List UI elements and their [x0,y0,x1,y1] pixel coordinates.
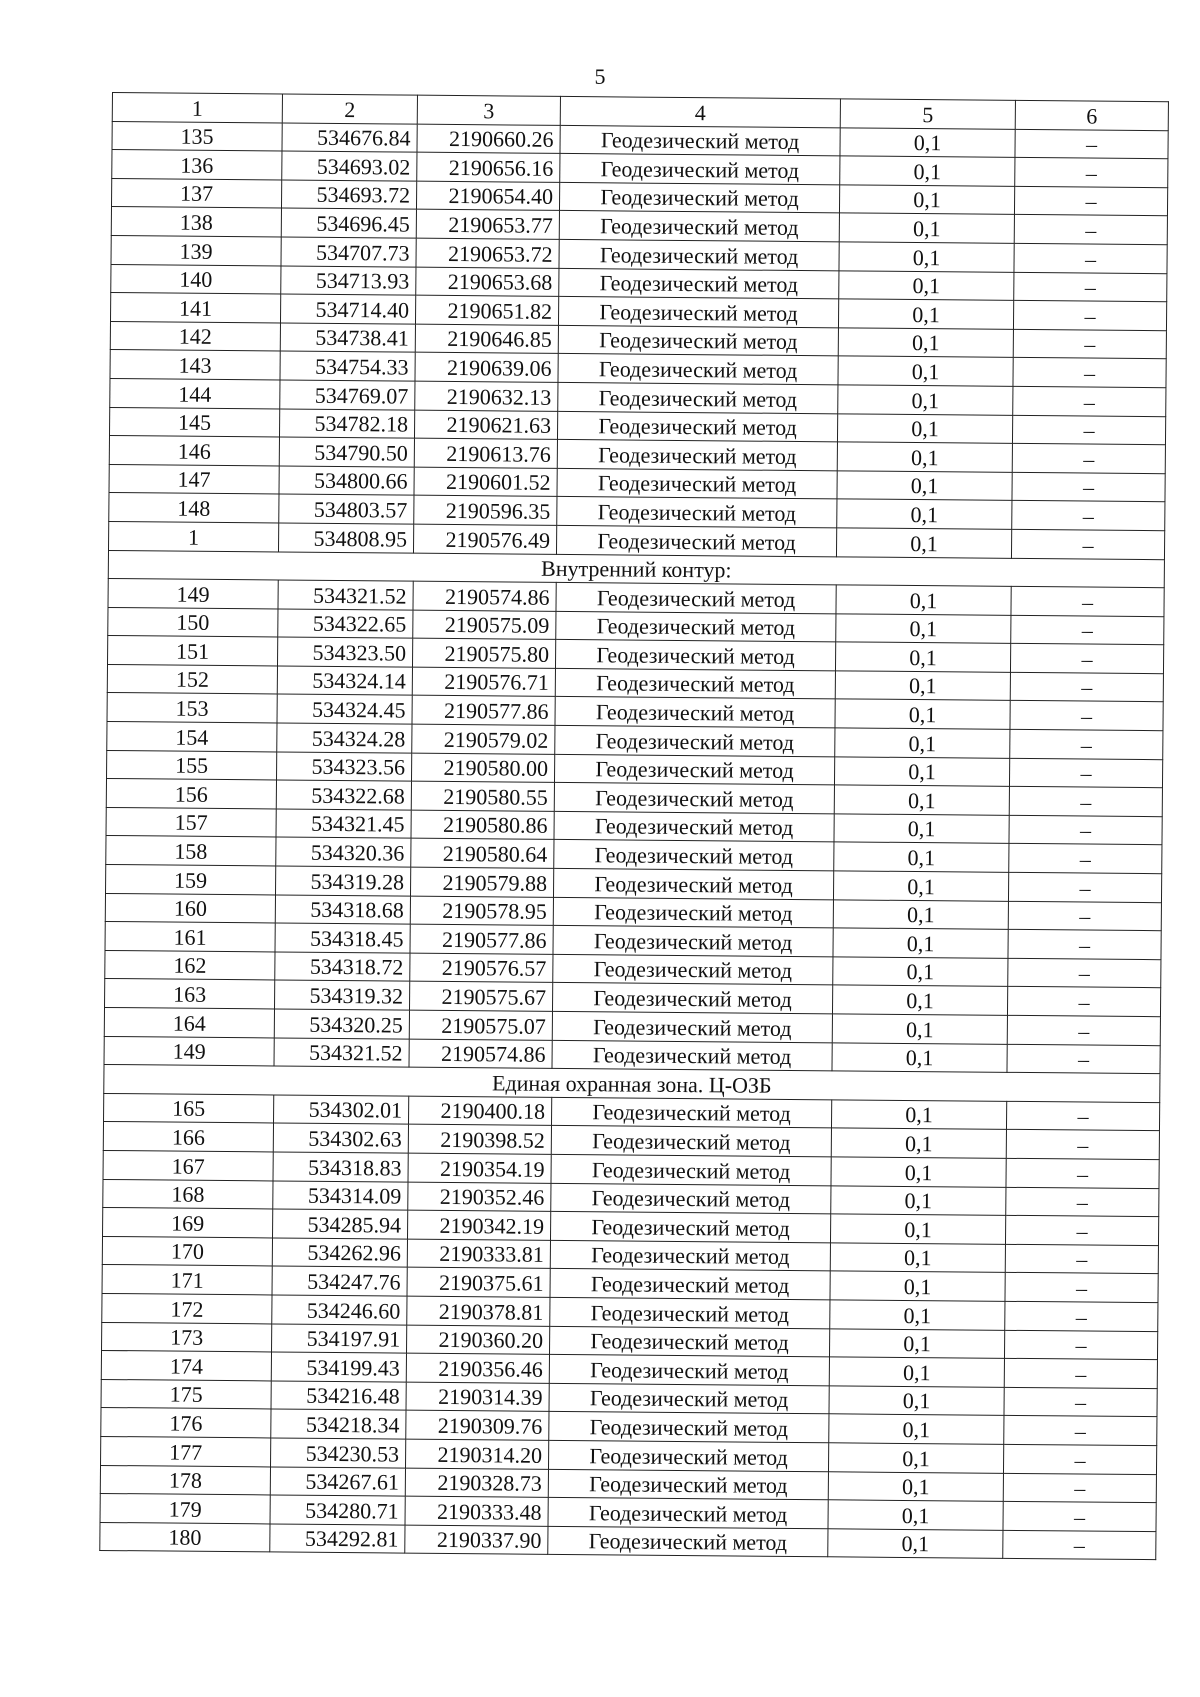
y-coordinate-cell: 2190575.80 [412,638,555,668]
description-cell: – [1005,1273,1158,1303]
point-number-cell: 157 [106,807,276,837]
y-coordinate-cell: 2190580.00 [411,753,554,783]
point-number-cell: 143 [110,350,280,380]
method-cell: Геодезический метод [554,754,834,785]
header-cell-6: 6 [1015,100,1168,130]
point-number-cell: 168 [103,1179,273,1209]
description-cell: – [1009,787,1162,817]
point-number-cell: 142 [110,321,280,351]
x-coordinate-cell: 534292.81 [270,1524,405,1554]
point-number-cell: 165 [104,1093,274,1123]
x-coordinate-cell: 534197.91 [272,1323,407,1353]
method-cell: Геодезический метод [553,954,833,985]
accuracy-cell: 0,1 [829,1357,1004,1387]
method-cell: Геодезический метод [558,354,838,385]
y-coordinate-cell: 2190577.86 [410,924,553,954]
x-coordinate-cell: 534713.93 [281,266,416,296]
y-coordinate-cell: 2190574.86 [413,581,556,611]
method-cell: Геодезический метод [555,725,835,756]
accuracy-cell: 0,1 [834,814,1009,844]
point-number-cell: 159 [106,865,276,895]
accuracy-cell: 0,1 [837,442,1012,472]
accuracy-cell: 0,1 [828,1528,1003,1558]
y-coordinate-cell: 2190576.57 [410,953,553,983]
x-coordinate-cell: 534218.34 [271,1409,406,1439]
x-coordinate-cell: 534318.68 [275,895,410,925]
point-number-cell: 153 [107,693,277,723]
method-cell: Геодезический метод [552,1040,832,1071]
point-number-cell: 148 [109,493,279,523]
section-title: Единая охранная зона. Ц-ОЗБ [104,1065,1160,1103]
description-cell: – [1004,1330,1157,1360]
x-coordinate-cell: 534318.83 [273,1152,408,1182]
point-number-cell: 155 [107,750,277,780]
header-cell-4: 4 [560,96,840,127]
method-cell: Геодезический метод [548,1469,828,1500]
y-coordinate-cell: 2190352.46 [408,1182,551,1212]
description-cell: – [1008,930,1161,960]
description-cell: – [1010,701,1163,731]
accuracy-cell: 0,1 [829,1328,1004,1358]
accuracy-cell: 0,1 [828,1471,1003,1501]
description-cell: – [1005,1244,1158,1274]
x-coordinate-cell: 534230.53 [271,1438,406,1468]
accuracy-cell: 0,1 [831,1185,1006,1215]
description-cell: – [1014,215,1167,245]
y-coordinate-cell: 2190651.82 [415,295,558,325]
accuracy-cell: 0,1 [833,899,1008,929]
y-coordinate-cell: 2190575.09 [413,610,556,640]
description-cell: – [1006,1187,1159,1217]
description-cell: – [1005,1301,1158,1331]
accuracy-cell: 0,1 [833,871,1008,901]
accuracy-cell: 0,1 [836,585,1011,615]
method-cell: Геодезический метод [550,1297,830,1328]
y-coordinate-cell: 2190632.13 [415,381,558,411]
y-coordinate-cell: 2190575.67 [409,982,552,1012]
table-body [100,121,1168,1560]
x-coordinate-cell: 534302.01 [274,1095,409,1125]
y-coordinate-cell: 2190337.90 [405,1525,548,1555]
description-cell: – [1011,615,1164,645]
y-coordinate-cell: 2190653.72 [416,238,559,268]
accuracy-cell: 0,1 [830,1214,1005,1244]
description-cell: – [1008,872,1161,902]
x-coordinate-cell: 534714.40 [280,294,415,324]
point-number-cell: 171 [102,1265,272,1295]
point-number-cell: 141 [110,293,280,323]
method-cell: Геодезический метод [556,525,836,556]
accuracy-cell: 0,1 [839,270,1014,300]
method-cell: Геодезический метод [555,668,835,699]
x-coordinate-cell: 534321.52 [274,1038,409,1068]
y-coordinate-cell: 2190596.35 [414,495,557,525]
point-number-cell: 180 [100,1522,270,1552]
accuracy-cell: 0,1 [831,1157,1006,1187]
description-cell: – [1006,1130,1159,1160]
x-coordinate-cell: 534323.50 [277,637,412,667]
y-coordinate-cell: 2190601.52 [414,467,557,497]
x-coordinate-cell: 534321.45 [276,809,411,839]
y-coordinate-cell: 2190400.18 [409,1096,552,1126]
description-cell: – [1003,1473,1156,1503]
point-number-cell: 151 [108,636,278,666]
method-cell: Геодезический метод [554,840,834,871]
point-number-cell: 154 [107,722,277,752]
method-cell: Геодезический метод [549,1412,829,1443]
y-coordinate-cell: 2190653.68 [416,267,559,297]
method-cell: Геодезический метод [554,783,834,814]
header-cell-3: 3 [417,95,560,125]
accuracy-cell: 0,1 [831,1128,1006,1158]
description-cell: – [1011,586,1164,616]
method-cell: Геодезический метод [549,1383,829,1414]
y-coordinate-cell: 2190342.19 [408,1210,551,1240]
description-cell: – [1006,1158,1159,1188]
accuracy-cell: 0,1 [837,499,1012,529]
description-cell: – [1004,1358,1157,1388]
accuracy-cell: 0,1 [835,728,1010,758]
accuracy-cell: 0,1 [835,642,1010,672]
y-coordinate-cell: 2190656.16 [417,152,560,182]
method-cell: Геодезический метод [560,154,840,185]
y-coordinate-cell: 2190328.73 [405,1468,548,1498]
method-cell: Геодезический метод [553,897,833,928]
accuracy-cell: 0,1 [836,528,1011,558]
description-cell: – [1014,243,1167,273]
point-number-cell: 139 [111,235,281,265]
accuracy-cell: 0,1 [834,785,1009,815]
accuracy-cell: 0,1 [835,699,1010,729]
accuracy-cell: 0,1 [828,1443,1003,1473]
accuracy-cell: 0,1 [839,185,1014,215]
accuracy-cell: 0,1 [837,413,1012,443]
method-cell: Геодезический метод [551,1183,831,1214]
method-cell: Геодезический метод [558,325,838,356]
method-cell: Геодезический метод [551,1097,831,1128]
point-number-cell: 173 [102,1322,272,1352]
point-number-cell: 156 [106,779,276,809]
description-cell: – [1015,129,1168,159]
point-number-cell: 169 [103,1208,273,1238]
x-coordinate-cell: 534319.32 [275,980,410,1010]
point-number-cell: 176 [101,1408,271,1438]
x-coordinate-cell: 534808.95 [278,523,413,553]
method-cell: Геодезический метод [559,182,839,213]
accuracy-cell: 0,1 [830,1271,1005,1301]
header-cell-1: 1 [112,93,282,123]
accuracy-cell: 0,1 [837,471,1012,501]
description-cell: – [1004,1416,1157,1446]
method-cell: Геодезический метод [557,440,837,471]
y-coordinate-cell: 2190639.06 [415,352,558,382]
y-coordinate-cell: 2190660.26 [417,124,560,154]
description-cell: – [1007,1044,1160,1074]
description-cell: – [1013,329,1166,359]
x-coordinate-cell: 534285.94 [273,1209,408,1239]
point-number-cell: 161 [105,922,275,952]
coordinates-table [99,92,1169,1560]
point-number-cell: 175 [101,1379,271,1409]
x-coordinate-cell: 534696.45 [281,208,416,238]
description-cell: – [1015,158,1168,188]
y-coordinate-cell: 2190314.20 [406,1439,549,1469]
accuracy-cell: 0,1 [834,842,1009,872]
method-cell: Геодезический метод [551,1126,831,1157]
method-cell: Геодезический метод [557,411,837,442]
x-coordinate-cell: 534262.96 [272,1238,407,1268]
method-cell: Геодезический метод [548,1526,828,1557]
method-cell: Геодезический метод [559,268,839,299]
x-coordinate-cell: 534318.45 [275,923,410,953]
point-number-cell: 172 [102,1293,272,1323]
y-coordinate-cell: 2190654.40 [416,181,559,211]
x-coordinate-cell: 534318.72 [275,952,410,982]
description-cell: – [1009,815,1162,845]
point-number-cell: 160 [105,893,275,923]
point-number-cell: 163 [105,979,275,1009]
section-title: Внутренний контур: [108,550,1164,588]
description-cell: – [1012,501,1165,531]
y-coordinate-cell: 2190309.76 [406,1410,549,1440]
description-cell: – [1014,186,1167,216]
point-number-cell: 179 [100,1494,270,1524]
description-cell: – [1009,758,1162,788]
x-coordinate-cell: 534320.25 [274,1009,409,1039]
y-coordinate-cell: 2190333.81 [407,1239,550,1269]
description-cell: – [1012,443,1165,473]
x-coordinate-cell: 534322.65 [278,609,413,639]
y-coordinate-cell: 2190579.02 [412,724,555,754]
method-cell: Геодезический метод [557,497,837,528]
y-coordinate-cell: 2190333.48 [405,1496,548,1526]
accuracy-cell: 0,1 [834,756,1009,786]
method-cell: Геодезический метод [555,697,835,728]
point-number-cell: 144 [110,378,280,408]
method-cell: Геодезический метод [556,582,836,613]
x-coordinate-cell: 534769.07 [280,380,415,410]
description-cell: – [1013,301,1166,331]
point-number-cell: 177 [101,1436,271,1466]
point-number-cell: 166 [103,1122,273,1152]
method-cell: Геодезический метод [552,1011,832,1042]
accuracy-cell: 0,1 [838,385,1013,415]
y-coordinate-cell: 2190354.19 [408,1153,551,1183]
header-cell-2: 2 [282,94,417,124]
x-coordinate-cell: 534280.71 [270,1495,405,1525]
description-cell: – [1009,844,1162,874]
x-coordinate-cell: 534803.57 [279,494,414,524]
x-coordinate-cell: 534324.14 [277,666,412,696]
method-cell: Геодезический метод [549,1326,829,1357]
description-cell: – [1013,386,1166,416]
point-number-cell: 140 [111,264,281,294]
method-cell: Геодезический метод [558,297,838,328]
accuracy-cell: 0,1 [830,1300,1005,1330]
accuracy-cell: 0,1 [838,328,1013,358]
point-number-cell: 135 [112,121,282,151]
accuracy-cell: 0,1 [839,213,1014,243]
description-cell: – [1012,415,1165,445]
x-coordinate-cell: 534314.09 [273,1181,408,1211]
accuracy-cell: 0,1 [835,671,1010,701]
x-coordinate-cell: 534216.48 [271,1381,406,1411]
description-cell: – [1006,1101,1159,1131]
description-cell: – [1010,644,1163,674]
y-coordinate-cell: 2190646.85 [415,324,558,354]
point-number-cell: 167 [103,1150,273,1180]
point-number-cell: 149 [108,579,278,609]
description-cell: – [1007,987,1160,1017]
accuracy-cell: 0,1 [832,1042,1007,1072]
point-number-cell: 149 [104,1036,274,1066]
y-coordinate-cell: 2190378.81 [407,1296,550,1326]
description-cell: – [1013,358,1166,388]
point-number-cell: 170 [102,1236,272,1266]
point-number-cell: 158 [106,836,276,866]
description-cell: – [1003,1530,1156,1560]
x-coordinate-cell: 534693.72 [281,180,416,210]
y-coordinate-cell: 2190577.86 [412,696,555,726]
x-coordinate-cell: 534319.28 [276,866,411,896]
description-cell: – [1012,472,1165,502]
method-cell: Геодезический метод [558,382,838,413]
point-number-cell: 164 [104,1007,274,1037]
point-number-cell: 137 [111,178,281,208]
description-cell: – [1004,1387,1157,1417]
page-number: 5 [594,64,606,89]
method-cell: Геодезический метод [555,640,835,671]
y-coordinate-cell: 2190575.07 [409,1010,552,1040]
y-coordinate-cell: 2190314.39 [406,1382,549,1412]
accuracy-cell: 0,1 [832,1014,1007,1044]
method-cell: Геодезический метод [552,983,832,1014]
method-cell: Геодезический метод [557,468,837,499]
description-cell: – [1003,1444,1156,1474]
x-coordinate-cell: 534199.43 [271,1352,406,1382]
accuracy-cell: 0,1 [833,957,1008,987]
x-coordinate-cell: 534322.68 [276,780,411,810]
accuracy-cell: 0,1 [831,1100,1006,1130]
header-cell-5: 5 [840,99,1015,129]
point-number-cell: 138 [111,207,281,237]
y-coordinate-cell: 2190653.77 [416,210,559,240]
x-coordinate-cell: 534247.76 [272,1266,407,1296]
method-cell: Геодезический метод [553,868,833,899]
description-cell: – [1008,958,1161,988]
y-coordinate-cell: 2190398.52 [408,1125,551,1155]
accuracy-cell: 0,1 [828,1500,1003,1530]
point-number-cell: 136 [112,150,282,180]
point-number-cell: 150 [108,607,278,637]
accuracy-cell: 0,1 [830,1243,1005,1273]
method-cell: Геодезический метод [554,811,834,842]
description-cell: – [1014,272,1167,302]
x-coordinate-cell: 534738.41 [280,323,415,353]
x-coordinate-cell: 534790.50 [279,437,414,467]
method-cell: Геодезический метод [550,1240,830,1271]
accuracy-cell: 0,1 [836,614,1011,644]
y-coordinate-cell: 2190580.64 [411,839,554,869]
method-cell: Геодезический метод [556,611,836,642]
x-coordinate-cell: 534246.60 [272,1295,407,1325]
y-coordinate-cell: 2190579.88 [410,867,553,897]
y-coordinate-cell: 2190576.49 [413,524,556,554]
description-cell: – [1007,1015,1160,1045]
description-cell: – [1003,1501,1156,1531]
description-cell: – [1010,672,1163,702]
y-coordinate-cell: 2190580.86 [411,810,554,840]
y-coordinate-cell: 2190356.46 [406,1353,549,1383]
accuracy-cell: 0,1 [840,156,1015,186]
method-cell: Геодезический метод [553,926,833,957]
accuracy-cell: 0,1 [840,127,1015,157]
method-cell: Геодезический метод [550,1212,830,1243]
y-coordinate-cell: 2190580.55 [411,781,554,811]
accuracy-cell: 0,1 [829,1414,1004,1444]
x-coordinate-cell: 534267.61 [270,1466,405,1496]
y-coordinate-cell: 2190576.71 [412,667,555,697]
accuracy-cell: 0,1 [838,299,1013,329]
description-cell: – [1008,901,1161,931]
point-number-cell: 146 [109,436,279,466]
y-coordinate-cell: 2190574.86 [409,1039,552,1069]
x-coordinate-cell: 534754.33 [280,351,415,381]
method-cell: Геодезический метод [550,1269,830,1300]
point-number-cell: 147 [109,464,279,494]
x-coordinate-cell: 534800.66 [279,466,414,496]
method-cell: Геодезический метод [559,239,839,270]
y-coordinate-cell: 2190360.20 [407,1325,550,1355]
description-cell: – [1010,729,1163,759]
method-cell: Геодезический метод [549,1440,829,1471]
x-coordinate-cell: 534324.45 [277,694,412,724]
x-coordinate-cell: 534302.63 [273,1123,408,1153]
x-coordinate-cell: 534782.18 [279,409,414,439]
y-coordinate-cell: 2190613.76 [414,438,557,468]
accuracy-cell: 0,1 [838,356,1013,386]
x-coordinate-cell: 534321.52 [278,580,413,610]
x-coordinate-cell: 534693.02 [282,151,417,181]
point-number-cell: 174 [101,1351,271,1381]
method-cell: Геодезический метод [559,211,839,242]
description-cell: – [1011,529,1164,559]
y-coordinate-cell: 2190621.63 [414,410,557,440]
accuracy-cell: 0,1 [833,928,1008,958]
description-cell: – [1005,1215,1158,1245]
x-coordinate-cell: 534707.73 [281,237,416,267]
method-cell: Геодезический метод [548,1497,828,1528]
x-coordinate-cell: 534323.56 [277,752,412,782]
y-coordinate-cell: 2190578.95 [410,896,553,926]
point-number-cell: 152 [107,664,277,694]
accuracy-cell: 0,1 [832,985,1007,1015]
point-number-cell: 162 [105,950,275,980]
accuracy-cell: 0,1 [829,1386,1004,1416]
method-cell: Геодезический метод [549,1354,829,1385]
point-number-cell: 178 [100,1465,270,1495]
method-cell: Геодезический метод [560,125,840,156]
x-coordinate-cell: 534320.36 [276,837,411,867]
x-coordinate-cell: 534324.28 [277,723,412,753]
method-cell: Геодезический метод [551,1154,831,1185]
x-coordinate-cell: 534676.84 [282,123,417,153]
y-coordinate-cell: 2190375.61 [407,1267,550,1297]
point-number-cell: 145 [110,407,280,437]
point-number-cell: 1 [109,521,279,551]
accuracy-cell: 0,1 [839,242,1014,272]
